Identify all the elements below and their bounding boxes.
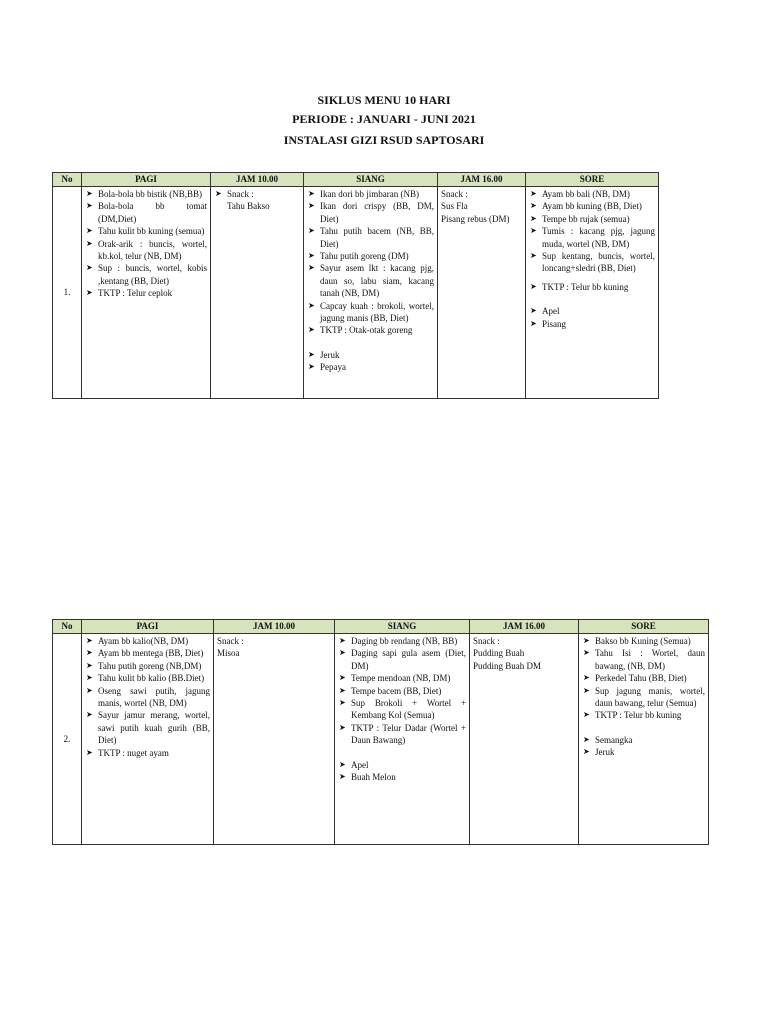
menu-item: ➤ Tahu kulit bb kuning (semua) bbox=[85, 225, 207, 237]
siang-cell bbox=[335, 634, 470, 845]
column-header-siang: SIANG bbox=[335, 620, 470, 634]
menu-item: ➤ TKTP : Telur bb kuning bbox=[582, 709, 705, 721]
menu-item: ➤ Perkedel Tahu (BB, Diet) bbox=[582, 672, 705, 684]
jam-10-cell bbox=[211, 187, 304, 399]
column-header-siang: SIANG bbox=[304, 173, 438, 187]
fruit-item: ➤ Apel bbox=[529, 305, 655, 317]
table-row bbox=[53, 187, 659, 399]
menu-item: ➤ Sup jagung manis, wortel, daun bawang, telur (Semua) bbox=[582, 685, 705, 710]
day-number: 2. bbox=[53, 634, 82, 845]
menu-item: ➤ Ayam bb kuning (BB, Diet) bbox=[529, 200, 655, 212]
menu-table-day-2 bbox=[52, 619, 709, 845]
jam-16-cell bbox=[438, 187, 526, 399]
column-header-sore: SORE bbox=[526, 173, 659, 187]
pagi-cell bbox=[82, 634, 214, 845]
table-row bbox=[53, 634, 709, 845]
menu-item: ➤ Tempe bacem (BB, Diet) bbox=[338, 685, 466, 697]
menu-item: ➤ Oseng sawi putih, jagung manis, wortel (NB, DM) bbox=[85, 685, 210, 710]
snack-item: Sus Fla bbox=[441, 201, 468, 212]
menu-item: ➤ Daging sapi gula asem (Diet, DM) bbox=[338, 647, 466, 672]
snack-item: Tahu Bakso bbox=[227, 201, 270, 212]
column-header-no: No bbox=[53, 620, 82, 634]
menu-item: ➤ Snack : bbox=[214, 188, 300, 200]
snack-item: Pisang rebus (DM) bbox=[441, 213, 510, 224]
day-number: 1. bbox=[53, 187, 82, 399]
menu-item: ➤ Tahu putih goreng (DM) bbox=[307, 250, 434, 262]
menu-item: ➤ Capcay kuah : brokoli, wortel, jagung manis (BB, Diet) bbox=[307, 300, 434, 325]
menu-item: ➤ Tumis : kacang pjg, jagung muda, wortel (NB, DM) bbox=[529, 225, 655, 250]
menu-item: ➤ Bola-bola bb bistik (NB,BB) bbox=[85, 188, 207, 200]
snack-item: Snack : bbox=[473, 636, 500, 646]
pagi-cell bbox=[82, 187, 211, 399]
fruit-item: ➤ Apel bbox=[338, 759, 466, 771]
column-header-jam-10: JAM 10.00 bbox=[211, 173, 304, 187]
column-header-jam-16: JAM 16.00 bbox=[470, 620, 579, 634]
menu-item: ➤ Sayur jamur merang, wortel, sawi putih kuah gurih (BB, Diet) bbox=[85, 709, 210, 746]
menu-item: ➤ TKTP : nuget ayam bbox=[85, 747, 210, 759]
menu-item: ➤ Ayam bb mentega (BB, Diet) bbox=[85, 647, 210, 659]
menu-item: ➤ Tahu Isi : Wortel, daun bawang, (NB, DM) bbox=[582, 647, 705, 672]
menu-item: ➤ Daging bb rendang (NB, BB) bbox=[338, 635, 466, 647]
sore-cell bbox=[526, 187, 659, 399]
snack-item: Pudding Buah bbox=[473, 648, 525, 659]
column-header-no: No bbox=[53, 173, 82, 187]
menu-item: ➤ Orak-arik : buncis, wortel, kb.kol, telur (NB, DM) bbox=[85, 238, 207, 263]
snack-item: Pudding Buah DM bbox=[473, 660, 542, 671]
menu-item: ➤ Bakso bb Kuning (Semua) bbox=[582, 635, 705, 647]
menu-table-day-1 bbox=[52, 172, 659, 399]
menu-item: ➤ Sup : buncis, wortel, kobis ,kentang (BB, Diet) bbox=[85, 262, 207, 287]
institution-title: INSTALASI GIZI RSUD SAPTOSARI bbox=[283, 133, 485, 147]
period-title: PERIODE : JANUARI - JUNI 2021 bbox=[292, 112, 476, 126]
snack-item: Misoa bbox=[217, 648, 240, 659]
fruit-item: ➤ Pepaya bbox=[307, 361, 434, 373]
fruit-item: ➤ Semangka bbox=[582, 734, 705, 746]
menu-item: ➤ TKTP : Telur bb kuning bbox=[529, 281, 655, 293]
sore-cell bbox=[579, 634, 709, 845]
menu-item: ➤ Sayur asem lkt : kacang pjg, daun so, labu siam, kacang tanah (NB, DM) bbox=[307, 262, 434, 299]
menu-item: ➤ TKTP : Telur ceplok bbox=[85, 287, 207, 299]
menu-item: ➤ Ikan dori crispy (BB, DM, Diet) bbox=[307, 200, 434, 225]
menu-item: ➤ Bola-bola bb tomat (DM,Diet) bbox=[85, 200, 207, 225]
menu-item: ➤ Tahu kulit bb kalio (BB.Diet) bbox=[85, 672, 210, 684]
menu-item: ➤ Tahu putih bacem (NB, BB, Diet) bbox=[307, 225, 434, 250]
fruit-item: ➤ Pisang bbox=[529, 318, 655, 330]
fruit-item: ➤ Jeruk bbox=[582, 746, 705, 758]
jam-10-cell bbox=[214, 634, 335, 845]
menu-item: ➤ Sup kentang, buncis, wortel, loncang+sledri (BB, Diet) bbox=[529, 250, 655, 275]
menu-item: ➤ Ayam bb bali (NB, DM) bbox=[529, 188, 655, 200]
menu-item: ➤ Ikan dori bb jimbaran (NB) bbox=[307, 188, 434, 200]
siang-cell bbox=[304, 187, 438, 399]
menu-item: ➤ Tempe bb rujak (semua) bbox=[529, 213, 655, 225]
column-header-pagi: PAGI bbox=[82, 173, 211, 187]
column-header-jam-10: JAM 10.00 bbox=[214, 620, 335, 634]
menu-item: ➤ Tempe mendoan (NB, DM) bbox=[338, 672, 466, 684]
snack-item: Snack : bbox=[441, 189, 468, 199]
column-header-sore: SORE bbox=[579, 620, 709, 634]
menu-cycle-title: SIKLUS MENU 10 HARI bbox=[317, 93, 451, 107]
fruit-item: ➤ Buah Melon bbox=[338, 771, 466, 783]
menu-item: ➤ Ayam bb kalio(NB, DM) bbox=[85, 635, 210, 647]
table-header-row bbox=[53, 620, 709, 634]
column-header-jam-16: JAM 16.00 bbox=[438, 173, 526, 187]
menu-item: ➤ TKTP : Otak-otak goreng bbox=[307, 324, 434, 336]
table-header-row bbox=[53, 173, 659, 187]
jam-16-cell bbox=[470, 634, 579, 845]
menu-item: ➤ Sup Brokoli + Wortel + Kembang Kol (Semua) bbox=[338, 697, 466, 722]
fruit-item: ➤ Jeruk bbox=[307, 349, 434, 361]
snack-item: Snack : bbox=[217, 636, 244, 646]
menu-item: ➤ Tahu putih goreng (NB,DM) bbox=[85, 660, 210, 672]
column-header-pagi: PAGI bbox=[82, 620, 214, 634]
menu-item: ➤ TKTP : Telur Dadar (Wortel + Daun Bawang) bbox=[338, 722, 466, 747]
